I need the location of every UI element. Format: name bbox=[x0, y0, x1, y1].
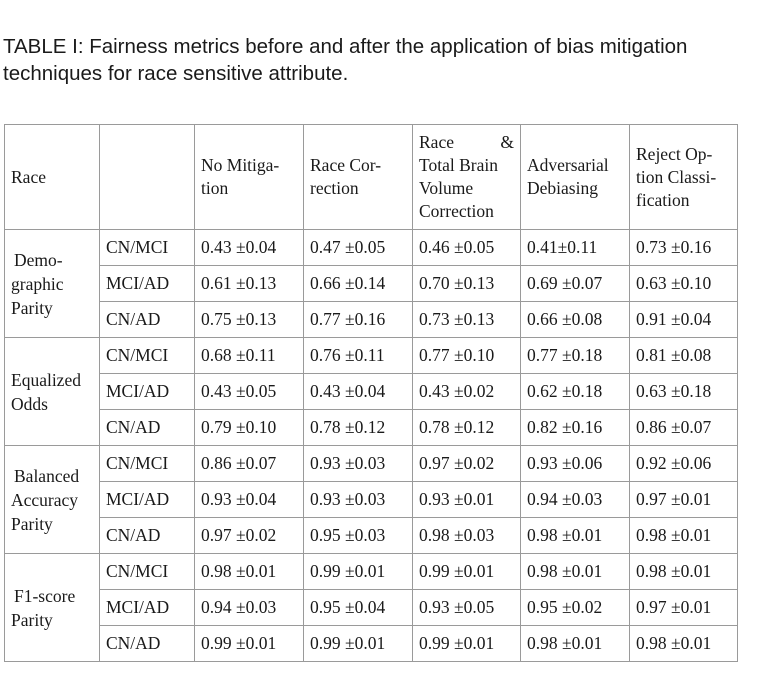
comparison-label: MCI/AD bbox=[100, 482, 195, 518]
group-label-line: Parity bbox=[11, 513, 53, 534]
metric-cell: 0.93 ±0.03 bbox=[304, 446, 413, 482]
header-no-mitigation: No Mitiga- tion bbox=[195, 125, 304, 230]
group-label bbox=[5, 446, 100, 554]
comparison-label: CN/MCI bbox=[100, 446, 195, 482]
header-race: Race bbox=[5, 125, 100, 230]
table-row bbox=[5, 590, 738, 626]
metric-cell: 0.69 ±0.07 bbox=[521, 266, 630, 302]
metric-cell: 0.76 ±0.11 bbox=[304, 338, 413, 374]
metric-cell: 0.77 ±0.10 bbox=[413, 338, 521, 374]
metric-cell: 0.98 ±0.01 bbox=[630, 554, 738, 590]
table-row bbox=[5, 338, 738, 374]
metric-cell: 0.98 ±0.01 bbox=[521, 554, 630, 590]
metric-cell: 0.77 ±0.18 bbox=[521, 338, 630, 374]
header-reject-option: Reject Op- tion Classi- fication bbox=[630, 125, 738, 230]
header-race-tbv-line1: Race & bbox=[419, 132, 514, 152]
table-body bbox=[5, 230, 738, 662]
comparison-label: MCI/AD bbox=[100, 590, 195, 626]
metric-cell: 0.98 ±0.01 bbox=[521, 626, 630, 662]
metric-cell: 0.43 ±0.02 bbox=[413, 374, 521, 410]
metric-cell: 0.94 ±0.03 bbox=[195, 590, 304, 626]
group-label-line: Equalized bbox=[11, 369, 81, 390]
metric-cell: 0.86 ±0.07 bbox=[195, 446, 304, 482]
metric-cell: 0.99 ±0.01 bbox=[413, 554, 521, 590]
comparison-label: CN/AD bbox=[100, 302, 195, 338]
table-caption bbox=[3, 33, 773, 87]
metric-cell: 0.82 ±0.16 bbox=[521, 410, 630, 446]
comparison-label: CN/AD bbox=[100, 410, 195, 446]
metric-cell: 0.97 ±0.01 bbox=[630, 482, 738, 518]
metric-cell: 0.77 ±0.16 bbox=[304, 302, 413, 338]
group-label-line: Balanced bbox=[14, 465, 80, 486]
metric-cell: 0.91 ±0.04 bbox=[630, 302, 738, 338]
metric-cell: 0.78 ±0.12 bbox=[413, 410, 521, 446]
metric-cell: 0.41±0.11 bbox=[521, 230, 630, 266]
comparison-label: CN/MCI bbox=[100, 554, 195, 590]
comparison-label: MCI/AD bbox=[100, 266, 195, 302]
metric-cell: 0.46 ±0.05 bbox=[413, 230, 521, 266]
metric-cell: 0.43 ±0.04 bbox=[195, 230, 304, 266]
group-label-line: Accuracy bbox=[11, 489, 79, 510]
metric-cell: 0.94 ±0.03 bbox=[521, 482, 630, 518]
metric-cell: 0.98 ±0.01 bbox=[630, 626, 738, 662]
table-row bbox=[5, 518, 738, 554]
comparison-label: MCI/AD bbox=[100, 374, 195, 410]
metric-cell: 0.93 ±0.01 bbox=[413, 482, 521, 518]
metric-cell: 0.86 ±0.07 bbox=[630, 410, 738, 446]
table-row bbox=[5, 230, 738, 266]
metric-cell: 0.99 ±0.01 bbox=[304, 626, 413, 662]
metric-cell: 0.95 ±0.02 bbox=[521, 590, 630, 626]
group-label-line: Demo- bbox=[14, 249, 63, 270]
metric-cell: 0.66 ±0.08 bbox=[521, 302, 630, 338]
comparison-label: CN/AD bbox=[100, 626, 195, 662]
metric-cell: 0.79 ±0.10 bbox=[195, 410, 304, 446]
group-label bbox=[5, 230, 100, 338]
table-row bbox=[5, 554, 738, 590]
header-race-tbv-line2: Total Brain bbox=[419, 155, 498, 175]
metric-cell: 0.62 ±0.18 bbox=[521, 374, 630, 410]
metric-cell: 0.81 ±0.08 bbox=[630, 338, 738, 374]
metric-cell: 0.66 ±0.14 bbox=[304, 266, 413, 302]
metric-cell: 0.73 ±0.13 bbox=[413, 302, 521, 338]
header-race-tbv-correction bbox=[413, 125, 521, 230]
metric-cell: 0.97 ±0.02 bbox=[413, 446, 521, 482]
metric-cell: 0.61 ±0.13 bbox=[195, 266, 304, 302]
table-row bbox=[5, 302, 738, 338]
table-row bbox=[5, 374, 738, 410]
metric-cell: 0.99 ±0.01 bbox=[195, 626, 304, 662]
group-label-line: Parity bbox=[11, 609, 53, 630]
header-adversarial-debiasing: Adversarial Debiasing bbox=[521, 125, 630, 230]
metric-cell: 0.92 ±0.06 bbox=[630, 446, 738, 482]
table-row bbox=[5, 266, 738, 302]
metric-cell: 0.97 ±0.01 bbox=[630, 590, 738, 626]
caption-line-1: TABLE I: Fairness metrics before and after the application of bias mitigation bbox=[3, 35, 688, 58]
table-row bbox=[5, 626, 738, 662]
group-label bbox=[5, 338, 100, 446]
metric-cell: 0.99 ±0.01 bbox=[413, 626, 521, 662]
metric-cell: 0.93 ±0.04 bbox=[195, 482, 304, 518]
comparison-label: CN/MCI bbox=[100, 230, 195, 266]
metric-cell: 0.99 ±0.01 bbox=[304, 554, 413, 590]
metric-cell: 0.98 ±0.01 bbox=[521, 518, 630, 554]
comparison-label: CN/MCI bbox=[100, 338, 195, 374]
table-row bbox=[5, 446, 738, 482]
group-label-line: Parity bbox=[11, 297, 53, 318]
fairness-metrics-table bbox=[4, 124, 738, 662]
group-label-line: Odds bbox=[11, 393, 48, 414]
group-label-line: F1-score bbox=[14, 585, 76, 606]
metric-cell: 0.70 ±0.13 bbox=[413, 266, 521, 302]
group-label bbox=[5, 554, 100, 662]
header-race-tbv-line4: Correction bbox=[419, 201, 494, 221]
metric-cell: 0.93 ±0.05 bbox=[413, 590, 521, 626]
header-race-tbv-line3: Volume bbox=[419, 178, 474, 198]
metric-cell: 0.68 ±0.11 bbox=[195, 338, 304, 374]
metric-cell: 0.93 ±0.06 bbox=[521, 446, 630, 482]
metric-cell: 0.98 ±0.03 bbox=[413, 518, 521, 554]
metric-cell: 0.95 ±0.04 bbox=[304, 590, 413, 626]
metric-cell: 0.93 ±0.03 bbox=[304, 482, 413, 518]
metric-cell: 0.63 ±0.10 bbox=[630, 266, 738, 302]
header-row bbox=[5, 125, 738, 230]
header-race-correction: Race Cor- rection bbox=[304, 125, 413, 230]
table-row bbox=[5, 410, 738, 446]
metric-cell: 0.98 ±0.01 bbox=[630, 518, 738, 554]
metric-cell: 0.73 ±0.16 bbox=[630, 230, 738, 266]
group-label-line: graphic bbox=[11, 273, 64, 294]
header-blank bbox=[100, 125, 195, 230]
metric-cell: 0.43 ±0.05 bbox=[195, 374, 304, 410]
metric-cell: 0.98 ±0.01 bbox=[195, 554, 304, 590]
metric-cell: 0.95 ±0.03 bbox=[304, 518, 413, 554]
metric-cell: 0.63 ±0.18 bbox=[630, 374, 738, 410]
comparison-label: CN/AD bbox=[100, 518, 195, 554]
caption-line-2: techniques for race sensitive attribute. bbox=[3, 62, 349, 85]
metric-cell: 0.97 ±0.02 bbox=[195, 518, 304, 554]
metric-cell: 0.78 ±0.12 bbox=[304, 410, 413, 446]
table-row bbox=[5, 482, 738, 518]
metric-cell: 0.75 ±0.13 bbox=[195, 302, 304, 338]
metric-cell: 0.43 ±0.04 bbox=[304, 374, 413, 410]
metric-cell: 0.47 ±0.05 bbox=[304, 230, 413, 266]
